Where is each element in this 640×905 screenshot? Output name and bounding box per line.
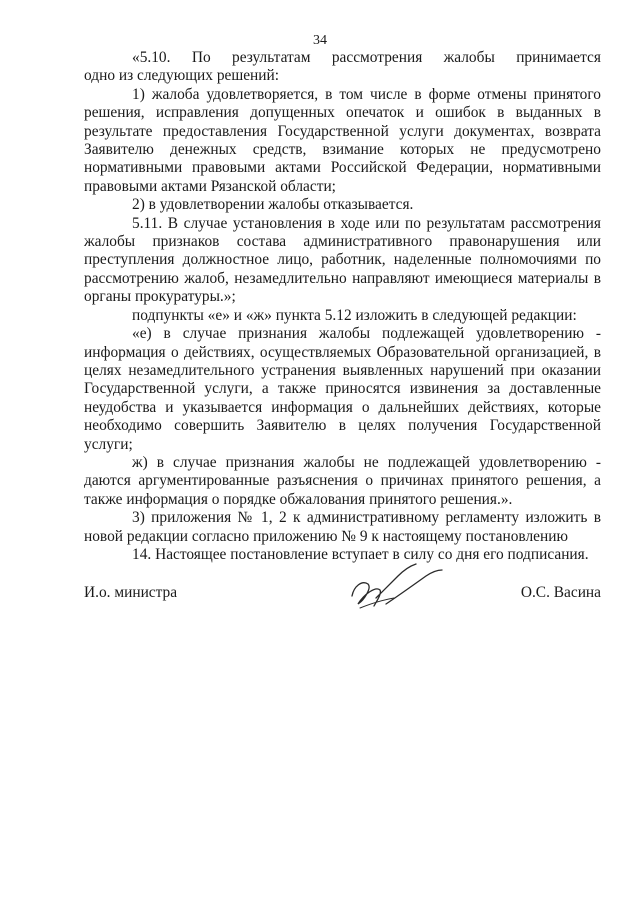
paragraph-item-14: 14. Настоящее постановление вступает в силу со дня его подписания. (132, 545, 589, 563)
signature-block (84, 560, 601, 630)
lead-word: рассмотрения (331, 49, 423, 66)
signatory-position: И.о. министра (84, 584, 178, 601)
lead-word: принимается (516, 49, 601, 66)
paragraph-subpoint-zh: ж) в случае признания жалобы не подлежащей удовлетворению - даются аргументированные разъяснения о причинах принятого решения, а также информация о порядке обжалования принятого решения.». (84, 453, 601, 508)
handwritten-signature-image (346, 560, 446, 620)
signatory-name: О.С. Васина (520, 584, 601, 601)
page-number: 34 (313, 33, 327, 48)
paragraph-item-2: 2) в удовлетворении жалобы отказывается. (132, 196, 414, 214)
paragraph-subpoint-e: «е) в случае признания жалобы подлежащей удовлетворению - информация о действиях, осуществляемых Образовательной организацией, в целях незамедлительного устранения выявленных нарушений при оказании Государственной услуги, а также приносятся извинения за доставленные неудобства и указывается информация о дальнейших действиях, которые необходимо совершить Заявителю в целях получения Государственной услуги; (84, 325, 601, 453)
paragraph-subpoints-intro: подпункты «е» и «ж» пункта 5.12 изложить в следующей редакции: (132, 306, 577, 324)
lead-word: По (191, 49, 211, 66)
lead-word: результатам (232, 49, 311, 66)
paragraph-5-10-continuation: одно из следующих решений: (84, 67, 280, 85)
paragraph-5-11: 5.11. В случае установления в ходе или по результатам рассмотрения жалобы признаков состава административного правонарушения или преступления должностное лицо, работник, наделенные полномочиями по рассмотрению жалоб, незамедлительно направляют имеющиеся материалы в органы прокуратуры.»; (84, 214, 601, 306)
paragraph-item-3: 3) приложения № 1, 2 к административному регламенту изложить в новой редакции согласно приложению № 9 к настоящему постановлению (84, 509, 601, 545)
lead-word: «5.10. (132, 49, 171, 66)
document-body (84, 49, 601, 564)
paragraph-item-1: 1) жалоба удовлетворяется, в том числе в форме отмены принятого решения, исправления допущенных опечаток и ошибок в выданных в результате предоставления Государственной услуги документах, возврата Заявителю денежных средств, взимание которых не предусмотрено нормативными правовыми актами Российской Федерации, нормативными правовыми актами Рязанской области; (84, 85, 601, 195)
lead-word: жалобы (443, 49, 495, 66)
paragraph-5-10-lead (84, 49, 601, 67)
